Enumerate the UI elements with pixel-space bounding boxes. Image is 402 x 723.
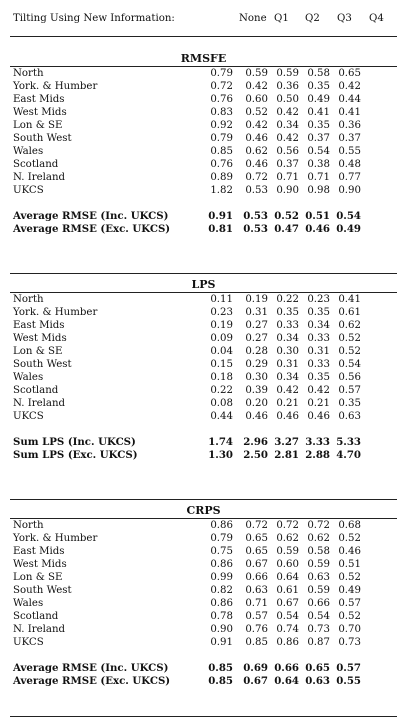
cell-value: 0.79 (210, 533, 233, 544)
cell-value: 0.46 (245, 159, 268, 170)
summary-row (0, 675, 402, 688)
cell-value: 0.36 (338, 120, 361, 131)
cell-value: 0.90 (210, 624, 233, 635)
cell-value: 0.52 (274, 210, 299, 222)
section-top-rule (10, 499, 397, 500)
table-row (0, 545, 402, 558)
cell-value: 0.57 (338, 598, 361, 609)
cell-value: 0.34 (276, 333, 299, 344)
row-label: North (13, 520, 44, 531)
cell-value: 0.85 (210, 146, 233, 157)
cell-value: 0.65 (245, 533, 268, 544)
table-row (0, 610, 402, 623)
cell-value: 0.76 (210, 94, 233, 105)
cell-value: 0.41 (307, 107, 330, 118)
cell-value: 0.54 (338, 359, 361, 370)
cell-value: 0.36 (276, 81, 299, 92)
cell-value: 0.22 (276, 294, 299, 305)
cell-value: 0.61 (338, 307, 361, 318)
cell-value: 0.41 (338, 294, 361, 305)
row-label: East Mids (13, 94, 65, 105)
cell-value: 0.64 (276, 572, 299, 583)
cell-value: 1.82 (210, 185, 233, 196)
cell-value: 0.86 (210, 559, 233, 570)
row-label: York. & Humber (13, 307, 98, 318)
cell-value: 0.62 (245, 146, 268, 157)
row-label: UKCS (13, 411, 44, 422)
cell-value: 0.72 (210, 81, 233, 92)
cell-value: 0.59 (307, 559, 330, 570)
cell-value: 0.91 (210, 637, 233, 648)
row-label: Average RMSE (Exc. UKCS) (13, 675, 171, 687)
table-row (0, 397, 402, 410)
cell-value: 0.86 (210, 520, 233, 531)
cell-value: 0.39 (245, 385, 268, 396)
cell-value: 0.99 (210, 572, 233, 583)
summary-row (0, 436, 402, 449)
cell-value: 0.72 (276, 520, 299, 531)
cell-value: 0.46 (245, 411, 268, 422)
cell-value: 0.49 (336, 223, 361, 235)
cell-value: 0.22 (210, 385, 233, 396)
cell-value: 0.53 (243, 223, 268, 235)
row-label: North (13, 294, 44, 305)
table-row (0, 293, 402, 306)
table-row (0, 410, 402, 423)
cell-value: 0.67 (245, 559, 268, 570)
cell-value: 0.65 (245, 546, 268, 557)
table-row (0, 145, 402, 158)
table-row (0, 623, 402, 636)
cell-value: 0.29 (245, 359, 268, 370)
cell-value: 0.62 (338, 320, 361, 331)
summary-row (0, 449, 402, 462)
column-header: None (239, 13, 267, 24)
table-row (0, 384, 402, 397)
cell-value: 0.52 (338, 333, 361, 344)
cell-value: 0.58 (307, 546, 330, 557)
cell-value: 0.21 (276, 398, 299, 409)
cell-value: 0.33 (307, 333, 330, 344)
cell-value: 0.91 (208, 210, 233, 222)
cell-value: 0.73 (307, 624, 330, 635)
cell-value: 0.51 (305, 210, 330, 222)
section-title: RMSFE (180, 52, 227, 65)
row-label: UKCS (13, 637, 44, 648)
cell-value: 0.49 (338, 585, 361, 596)
cell-value: 0.34 (307, 320, 330, 331)
cell-value: 0.51 (338, 559, 361, 570)
cell-value: 0.56 (276, 146, 299, 157)
cell-value: 0.63 (307, 572, 330, 583)
column-header: Q3 (337, 13, 352, 24)
cell-value: 0.85 (245, 637, 268, 648)
cell-value: 4.70 (336, 449, 361, 461)
table-row (0, 80, 402, 93)
column-header: Q4 (369, 13, 384, 24)
summary-row (0, 662, 402, 675)
cell-value: 0.61 (276, 585, 299, 596)
cell-value: 0.54 (307, 146, 330, 157)
table-row (0, 106, 402, 119)
cell-value: 0.83 (210, 107, 233, 118)
cell-value: 0.41 (338, 107, 361, 118)
cell-value: 0.75 (210, 546, 233, 557)
cell-value: 0.65 (305, 662, 330, 674)
cell-value: 0.57 (245, 611, 268, 622)
cell-value: 1.74 (208, 436, 233, 448)
cell-value: 0.35 (338, 398, 361, 409)
table-header (0, 13, 402, 27)
row-label: East Mids (13, 320, 65, 331)
row-label: Scotland (13, 159, 59, 170)
table-row (0, 158, 402, 171)
cell-value: 3.27 (274, 436, 299, 448)
cell-value: 5.33 (336, 436, 361, 448)
table-row (0, 332, 402, 345)
cell-value: 0.72 (245, 520, 268, 531)
cell-value: 0.35 (307, 372, 330, 383)
cell-value: 0.30 (276, 346, 299, 357)
cell-value: 0.48 (338, 159, 361, 170)
cell-value: 0.08 (210, 398, 233, 409)
cell-value: 0.21 (307, 398, 330, 409)
cell-value: 0.92 (210, 120, 233, 131)
table-row (0, 358, 402, 371)
cell-value: 0.72 (245, 172, 268, 183)
section-top-rule (10, 273, 397, 274)
cell-value: 2.88 (305, 449, 330, 461)
section-top-rule (10, 36, 397, 37)
row-label: Sum LPS (Exc. UKCS) (13, 449, 138, 461)
table-bottom-rule (10, 716, 397, 717)
cell-value: 0.79 (210, 133, 233, 144)
cell-value: 0.42 (245, 120, 268, 131)
cell-value: 0.46 (307, 411, 330, 422)
cell-value: 0.63 (305, 675, 330, 687)
cell-value: 0.76 (245, 624, 268, 635)
cell-value: 0.23 (210, 307, 233, 318)
cell-value: 0.62 (307, 533, 330, 544)
table-row (0, 636, 402, 649)
row-label: South West (13, 359, 72, 370)
cell-value: 0.46 (305, 223, 330, 235)
cell-value: 0.85 (208, 662, 233, 674)
cell-value: 0.31 (276, 359, 299, 370)
cell-value: 0.19 (210, 320, 233, 331)
cell-value: 0.89 (210, 172, 233, 183)
cell-value: 0.71 (245, 598, 268, 609)
cell-value: 0.66 (307, 598, 330, 609)
row-label: Scotland (13, 611, 59, 622)
cell-value: 0.63 (338, 411, 361, 422)
cell-value: 0.42 (338, 81, 361, 92)
cell-value: 0.54 (336, 210, 361, 222)
row-label: Average RMSE (Exc. UKCS) (13, 223, 171, 235)
cell-value: 0.72 (307, 520, 330, 531)
cell-value: 0.52 (338, 533, 361, 544)
cell-value: 0.42 (245, 81, 268, 92)
cell-value: 0.34 (276, 372, 299, 383)
cell-value: 1.30 (208, 449, 233, 461)
cell-value: 0.37 (307, 133, 330, 144)
cell-value: 0.04 (210, 346, 233, 357)
cell-value: 0.81 (208, 223, 233, 235)
cell-value: 0.90 (276, 185, 299, 196)
cell-value: 0.86 (210, 598, 233, 609)
cell-value: 0.19 (245, 294, 268, 305)
cell-value: 0.87 (307, 637, 330, 648)
table-row (0, 345, 402, 358)
cell-value: 0.42 (276, 133, 299, 144)
cell-value: 0.82 (210, 585, 233, 596)
cell-value: 0.54 (307, 611, 330, 622)
row-label: South West (13, 585, 72, 596)
cell-value: 0.52 (338, 611, 361, 622)
cell-value: 0.69 (243, 662, 268, 674)
cell-value: 0.66 (245, 572, 268, 583)
cell-value: 0.42 (276, 107, 299, 118)
cell-value: 0.79 (210, 68, 233, 79)
cell-value: 0.35 (307, 120, 330, 131)
table-row (0, 597, 402, 610)
summary-row (0, 210, 402, 223)
cell-value: 0.71 (307, 172, 330, 183)
cell-value: 0.42 (307, 385, 330, 396)
cell-value: 0.35 (276, 307, 299, 318)
cell-value: 0.86 (276, 637, 299, 648)
cell-value: 0.59 (276, 68, 299, 79)
table-row (0, 532, 402, 545)
cell-value: 0.85 (208, 675, 233, 687)
cell-value: 0.63 (245, 585, 268, 596)
row-label: Scotland (13, 385, 59, 396)
row-label: Wales (13, 598, 44, 609)
cell-value: 0.37 (338, 133, 361, 144)
table-row (0, 571, 402, 584)
cell-value: 0.98 (307, 185, 330, 196)
cell-value: 0.37 (276, 159, 299, 170)
cell-value: 0.47 (274, 223, 299, 235)
cell-value: 0.50 (276, 94, 299, 105)
row-label: N. Ireland (13, 624, 66, 635)
cell-value: 0.52 (338, 346, 361, 357)
cell-value: 0.35 (307, 81, 330, 92)
cell-value: 0.31 (245, 307, 268, 318)
cell-value: 0.53 (245, 185, 268, 196)
cell-value: 0.33 (307, 359, 330, 370)
column-header: Q1 (274, 13, 289, 24)
row-label: N. Ireland (13, 398, 66, 409)
cell-value: 0.44 (338, 94, 361, 105)
summary-row (0, 223, 402, 236)
cell-value: 0.23 (307, 294, 330, 305)
cell-value: 0.77 (338, 172, 361, 183)
row-label: Lon & SE (13, 346, 63, 357)
cell-value: 0.53 (243, 210, 268, 222)
table-row (0, 558, 402, 571)
cell-value: 0.71 (276, 172, 299, 183)
cell-value: 0.65 (338, 68, 361, 79)
row-label: South West (13, 133, 72, 144)
cell-value: 0.64 (274, 675, 299, 687)
cell-value: 0.18 (210, 372, 233, 383)
cell-value: 0.42 (276, 385, 299, 396)
cell-value: 0.78 (210, 611, 233, 622)
cell-value: 0.68 (338, 520, 361, 531)
cell-value: 0.55 (338, 146, 361, 157)
table-row (0, 319, 402, 332)
cell-value: 0.67 (243, 675, 268, 687)
cell-value: 0.59 (307, 585, 330, 596)
cell-value: 2.96 (243, 436, 268, 448)
row-label: West Mids (13, 107, 67, 118)
cell-value: 0.09 (210, 333, 233, 344)
cell-value: 0.62 (276, 533, 299, 544)
row-label: West Mids (13, 559, 67, 570)
table-row (0, 184, 402, 197)
cell-value: 0.34 (276, 120, 299, 131)
cell-value: 0.66 (274, 662, 299, 674)
table-row (0, 584, 402, 597)
cell-value: 0.30 (245, 372, 268, 383)
cell-value: 0.38 (307, 159, 330, 170)
cell-value: 0.73 (338, 637, 361, 648)
cell-value: 0.58 (307, 68, 330, 79)
cell-value: 2.50 (243, 449, 268, 461)
cell-value: 0.52 (338, 572, 361, 583)
row-label: N. Ireland (13, 172, 66, 183)
section-title: CRPS (186, 504, 221, 517)
cell-value: 0.54 (276, 611, 299, 622)
cell-value: 3.33 (305, 436, 330, 448)
table-row (0, 371, 402, 384)
cell-value: 0.27 (245, 320, 268, 331)
cell-value: 0.52 (245, 107, 268, 118)
cell-value: 0.57 (338, 385, 361, 396)
row-label: Sum LPS (Inc. UKCS) (13, 436, 136, 448)
cell-value: 0.76 (210, 159, 233, 170)
cell-value: 0.60 (276, 559, 299, 570)
header-title: Tilting Using New Information: (13, 13, 175, 24)
row-label: Lon & SE (13, 120, 63, 131)
row-label: Wales (13, 372, 44, 383)
row-label: York. & Humber (13, 81, 98, 92)
table-row (0, 519, 402, 532)
table-row (0, 132, 402, 145)
row-label: York. & Humber (13, 533, 98, 544)
row-label: East Mids (13, 546, 65, 557)
cell-value: 0.33 (276, 320, 299, 331)
cell-value: 0.15 (210, 359, 233, 370)
table-row (0, 171, 402, 184)
cell-value: 0.46 (338, 546, 361, 557)
cell-value: 0.11 (210, 294, 233, 305)
row-label: West Mids (13, 333, 67, 344)
cell-value: 0.74 (276, 624, 299, 635)
cell-value: 0.60 (245, 94, 268, 105)
table-row (0, 67, 402, 80)
cell-value: 0.49 (307, 94, 330, 105)
row-label: North (13, 68, 44, 79)
row-label: Lon & SE (13, 572, 63, 583)
table-row (0, 93, 402, 106)
cell-value: 0.55 (336, 675, 361, 687)
cell-value: 0.44 (210, 411, 233, 422)
cell-value: 0.27 (245, 333, 268, 344)
row-label: Average RMSE (Inc. UKCS) (13, 662, 169, 674)
cell-value: 0.20 (245, 398, 268, 409)
cell-value: 0.46 (276, 411, 299, 422)
row-label: UKCS (13, 185, 44, 196)
section-title: LPS (191, 278, 216, 291)
cell-value: 0.46 (245, 133, 268, 144)
cell-value: 0.59 (276, 546, 299, 557)
cell-value: 0.28 (245, 346, 268, 357)
cell-value: 2.81 (274, 449, 299, 461)
cell-value: 0.31 (307, 346, 330, 357)
column-header: Q2 (305, 13, 320, 24)
row-label: Average RMSE (Inc. UKCS) (13, 210, 169, 222)
cell-value: 0.67 (276, 598, 299, 609)
cell-value: 0.90 (338, 185, 361, 196)
table-row (0, 306, 402, 319)
cell-value: 0.70 (338, 624, 361, 635)
cell-value: 0.59 (245, 68, 268, 79)
table-row (0, 119, 402, 132)
row-label: Wales (13, 146, 44, 157)
cell-value: 0.56 (338, 372, 361, 383)
cell-value: 0.57 (336, 662, 361, 674)
cell-value: 0.35 (307, 307, 330, 318)
